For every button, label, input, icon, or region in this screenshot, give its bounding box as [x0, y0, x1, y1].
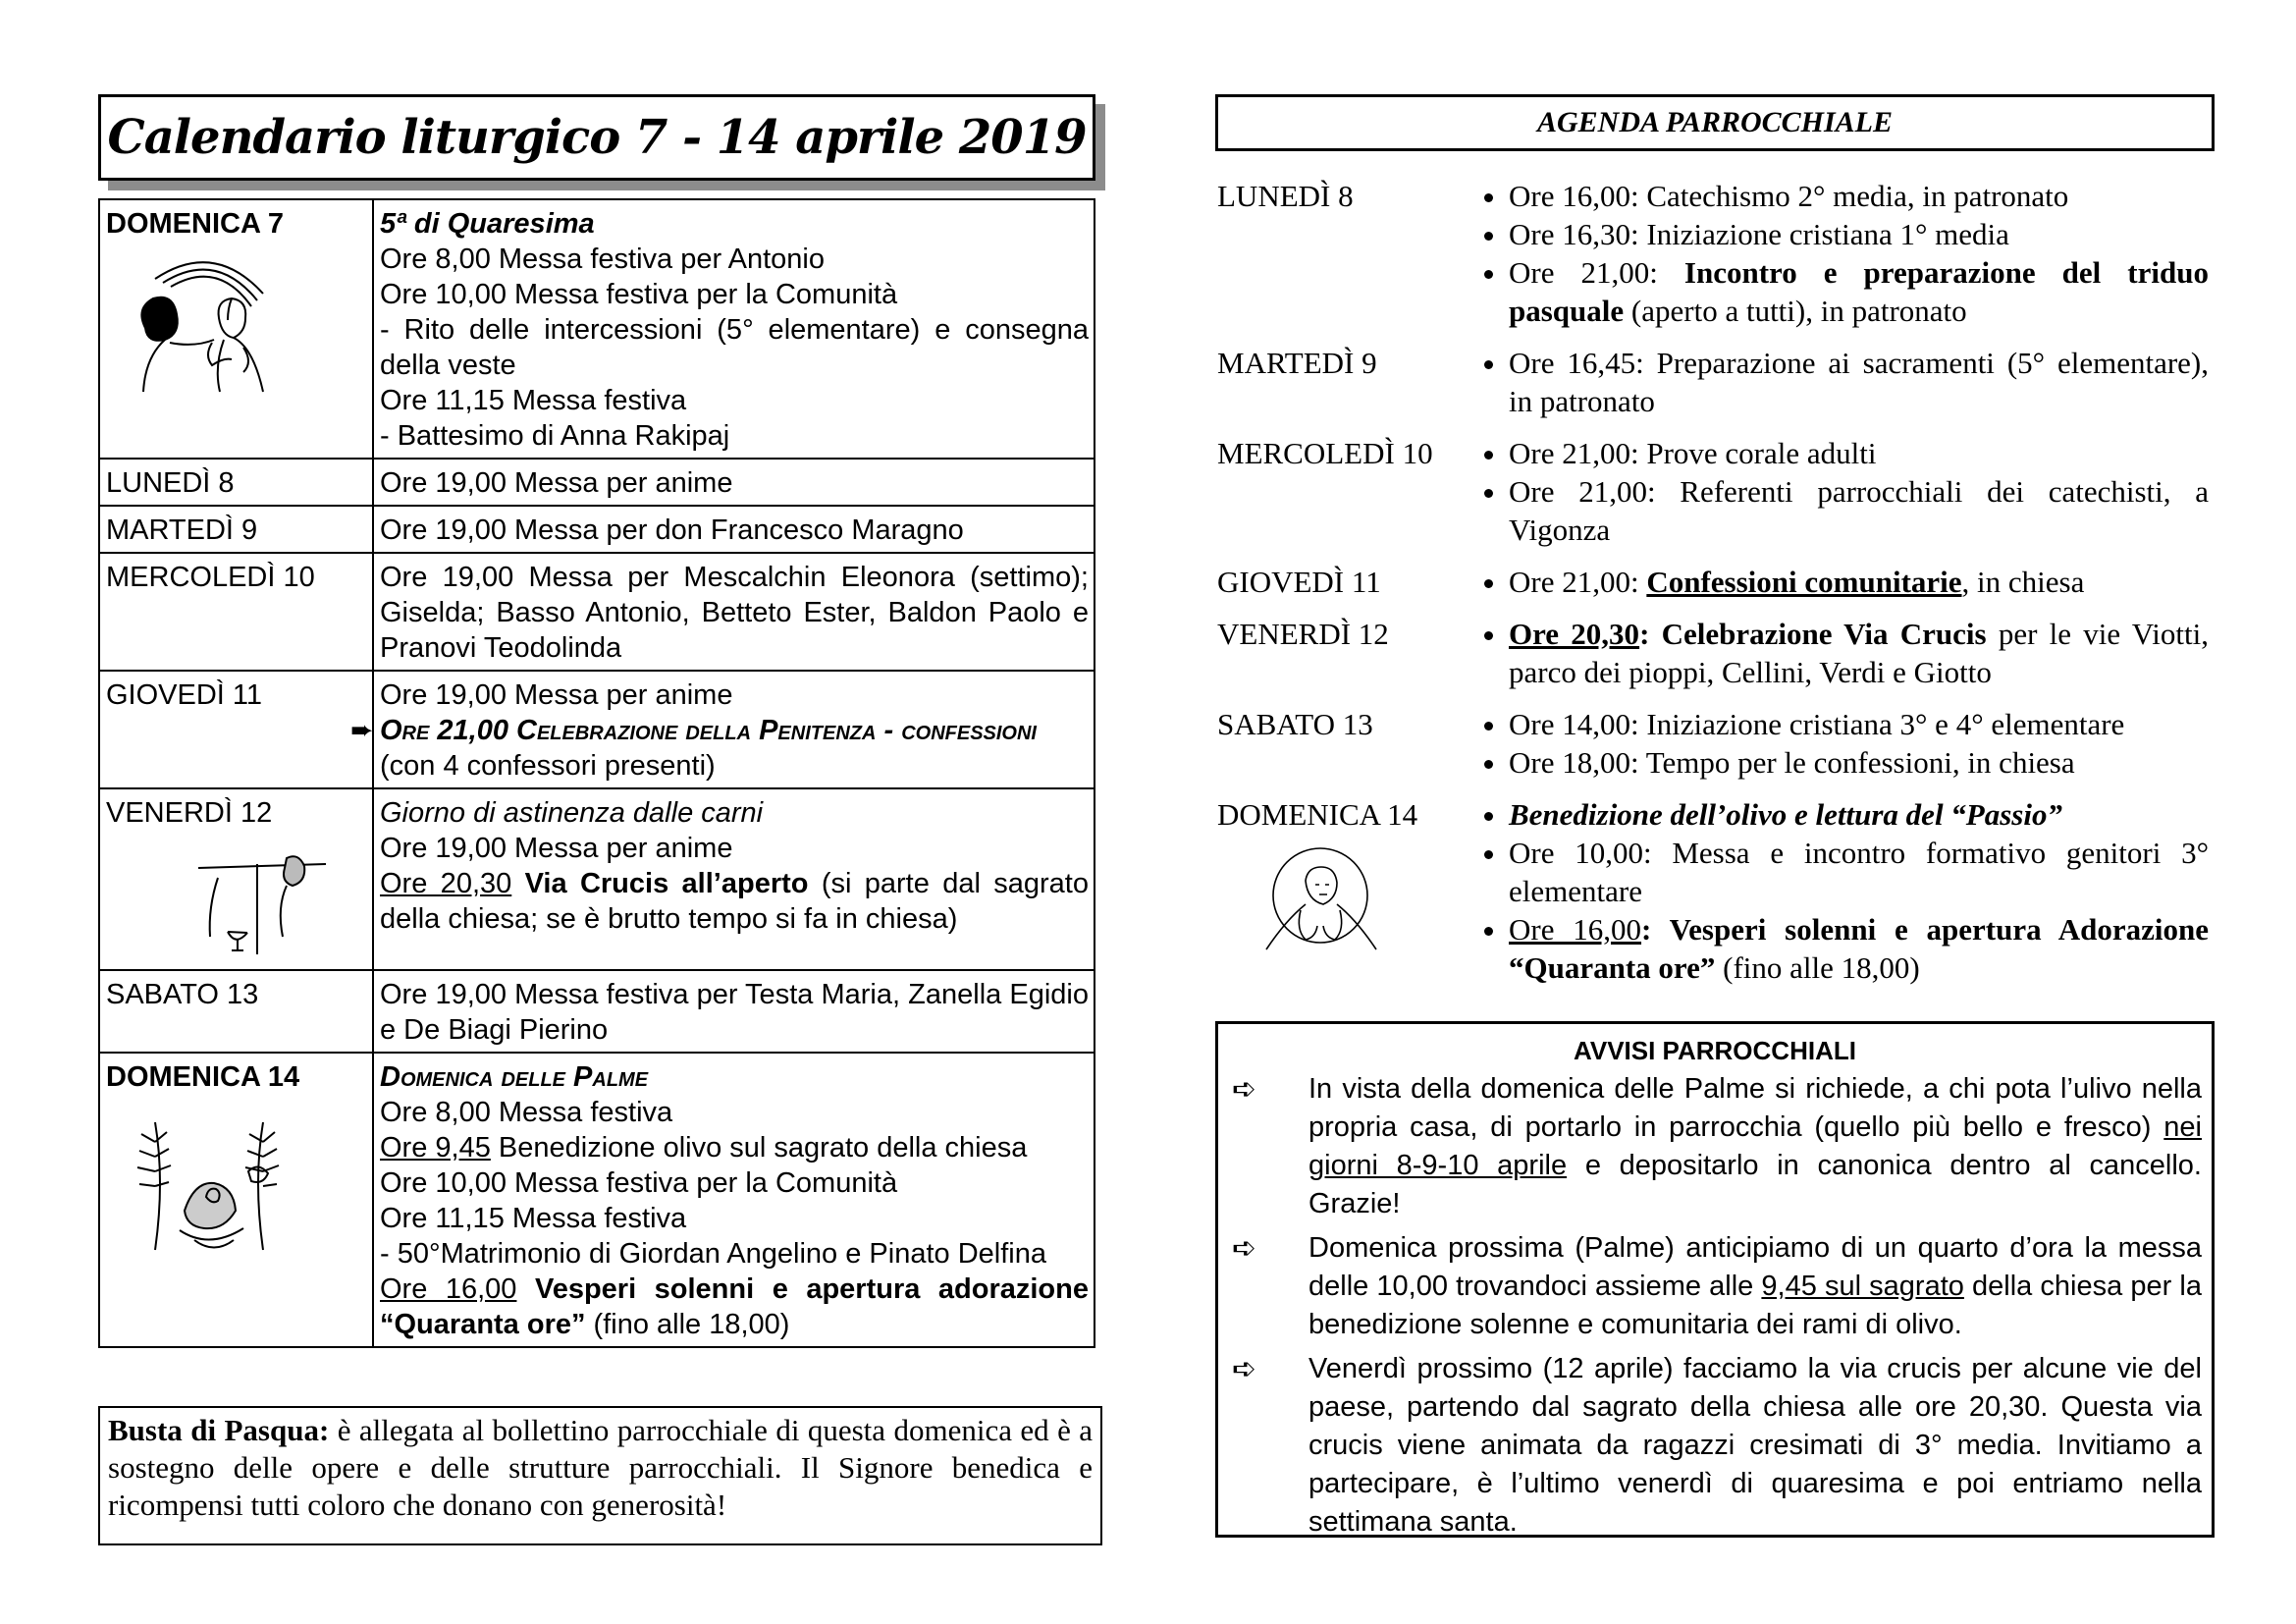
avviso-text-segment: Venerdì prossimo (12 aprile) facciamo la via crucis per alcune vie del paese, partendo dal sagrato della chiesa alle ore 20,30. Questa via crucis viene animata da ragazzi cresimati di 3° media. Invitiamo a partecipare, è l’ultimo venerdì di quaresima e poi entriamo nella settimana santa.: [1308, 1353, 2202, 1538]
agenda-item-text: Ore 21,00:: [1509, 565, 1647, 599]
event-text: Ore 11,15 Messa festiva: [380, 1203, 687, 1234]
calendar-row: [99, 199, 1095, 459]
calendar-events-cell: [373, 970, 1095, 1053]
agenda-item: [1509, 910, 2209, 987]
agenda-items: [1458, 795, 2209, 987]
calendar-day-cell: [99, 506, 373, 553]
agenda-day-label: DOMENICA 14: [1217, 797, 1418, 832]
agenda-item-text: Ore 21,00: Referenti parrocchiali dei catechisti, a Vigonza: [1509, 474, 2209, 547]
calendar-event-line: [380, 242, 1089, 277]
agenda-item: [1509, 177, 2209, 215]
agenda-item-text: Confessioni comunitarie: [1646, 565, 1962, 599]
agenda-item: [1509, 215, 2209, 253]
event-text: Ore 19,00 Messa per anime: [380, 679, 733, 711]
calendar-row: [99, 553, 1095, 671]
calendar-events-cell: [373, 506, 1095, 553]
calendar-day-label: VENERDÌ 12: [106, 797, 273, 829]
event-text: Ore 19,00 Messa festiva per Testa Maria, Zanella Egidio e De Biagi Pierino: [380, 979, 1089, 1046]
event-time: Ore 9,45: [380, 1132, 491, 1164]
calendar-title-box: [98, 94, 1095, 181]
calendar-day-label: MERCOLEDÌ 10: [106, 562, 315, 593]
agenda-item-text: Ore 14,00: Iniziazione cristiana 3° e 4° elementare: [1509, 707, 2125, 741]
event-text: Ore 8,00 Messa festiva per Antonio: [380, 244, 825, 275]
event-text: Benedizione olivo sul sagrato della chiesa: [490, 1132, 1028, 1164]
calendar-event-line: [380, 1059, 1089, 1095]
busta-text: è allegata al bollettino parrocchiale di questa domenica ed è a sostegno delle opere e delle strutture parrocchiali. Il Signore benedica e ricompensi tutti coloro che donano con generosità!: [108, 1413, 1094, 1522]
calendar-event-line: [380, 312, 1089, 383]
avvisi-title: AVVISI PARROCCHIALI: [1574, 1036, 1856, 1065]
event-text: Ore 10,00 Messa festiva per la Comunità: [380, 279, 898, 310]
event-text: Ore 21,00 Celebrazione della Penitenza - confessioni: [380, 715, 1037, 746]
event-text: Ore 10,00 Messa festiva per la Comunità: [380, 1167, 898, 1199]
agenda-item-text: Ore 16,00: Catechismo 2° media, in patronato: [1509, 179, 2069, 213]
agenda-item-text: Ore 21,00:: [1509, 255, 1684, 290]
event-text: Ore 19,00 Messa per anime: [380, 833, 733, 864]
calendar-title: Calendario liturgico 7 - 14 aprile 2019: [107, 110, 1087, 165]
agenda-row: [1217, 177, 2209, 330]
calendar-event-line: [380, 513, 1089, 548]
avvisi-box: [1215, 1021, 2215, 1538]
event-text: Ore 19,00 Messa per Mescalchin Eleonora (settimo); Giselda; Basso Antonio, Betteto Ester, Baldon Paolo e Pranovi Teodolinda: [380, 562, 1089, 664]
agenda-item-text: Ore 16,00: [1509, 912, 1642, 947]
agenda-item-text: Ore 18,00: Tempo per le confessioni, in chiesa: [1509, 745, 2075, 780]
agenda-items: [1458, 177, 2209, 330]
agenda-title: AGENDA PARROCCHIALE: [1536, 106, 1894, 138]
calendar-event-line: [380, 277, 1089, 312]
calendar-event-line: [380, 206, 1089, 242]
calendar-table: [98, 198, 1095, 1348]
agenda-day-label: MARTEDÌ 9: [1217, 346, 1377, 380]
avviso-text-segment: della chiesa per la benedizione solenne e comunitaria dei rami di olivo.: [1308, 1271, 2202, 1340]
calendar-event-line: [350, 713, 1089, 748]
agenda-items: [1458, 344, 2209, 420]
agenda-title-box: [1215, 94, 2215, 151]
agenda-day-cell: [1217, 344, 1458, 420]
jesus-woman-illustration: [106, 249, 367, 406]
event-text: (fino alle 18,00): [585, 1309, 790, 1340]
event-time: Ore 16,00: [380, 1273, 517, 1305]
calendar-day-label: SABATO 13: [106, 979, 259, 1010]
avviso-text-segment: In vista della domenica delle Palme si richiede, a chi pota l’ulivo nella propria casa, di portarlo in parrocchia (quello più bello e fresco): [1308, 1073, 2202, 1143]
event-time: Ore 20,30: [380, 868, 512, 899]
event-text: Ore 8,00 Messa festiva: [380, 1097, 673, 1128]
avviso-text-segment: 9,45 sul sagrato: [1761, 1271, 1964, 1302]
avviso-item: [1224, 1070, 2206, 1223]
calendar-day-cell: [99, 671, 373, 788]
hollow-arrow-icon: ➪: [1232, 1353, 1257, 1385]
event-text: (si parte dal sagrato della chiesa; se è brutto tempo si fa in chiesa): [380, 868, 1089, 935]
avviso-text: [1308, 1350, 2206, 1542]
agenda-item: [1509, 834, 2209, 910]
calendar-row: [99, 506, 1095, 553]
calendar-row: [99, 788, 1095, 970]
event-text: Giorno di astinenza dalle carni: [380, 797, 764, 829]
agenda-item: [1509, 472, 2209, 549]
agenda-items: [1458, 563, 2209, 601]
agenda-row: [1217, 434, 2209, 549]
event-text: Domenica delle Palme: [380, 1061, 649, 1093]
agenda-item-text: (fino alle 18,00): [1715, 950, 1920, 985]
busta-label: Busta di Pasqua:: [108, 1413, 330, 1447]
calendar-events-cell: [373, 199, 1095, 459]
calendar-events-cell: [373, 788, 1095, 970]
calendar-event-line: [380, 795, 1089, 831]
event-text: Ore 19,00 Messa per don Francesco Maragno: [380, 514, 964, 546]
calendar-row: [99, 459, 1095, 506]
agenda-items: [1458, 434, 2209, 549]
calendar-event-line: [380, 1165, 1089, 1201]
palm-sunday-illustration: [106, 1103, 367, 1269]
calendar-event-line: [380, 866, 1089, 937]
agenda-row: [1217, 705, 2209, 782]
calendar-day-cell: [99, 553, 373, 671]
calendar-event-line: [380, 831, 1089, 866]
crucifix-illustration: [106, 839, 367, 965]
calendar-day-label: LUNEDÌ 8: [106, 467, 235, 499]
agenda-item-text: Incontro e preparazione del triduo pasquale: [1509, 255, 2209, 328]
agenda-item-text: Ore 20,30: [1509, 617, 1640, 651]
agenda-row: [1217, 563, 2209, 601]
agenda-item: [1509, 434, 2209, 472]
calendar-day-label: DOMENICA 14: [106, 1061, 300, 1093]
calendar-events-cell: [373, 553, 1095, 671]
calendar-event-line: [380, 1272, 1089, 1342]
event-title: Via Crucis all’aperto: [511, 868, 809, 899]
agenda-item-text: Ore 10,00: Messa e incontro formativo genitori 3° elementare: [1509, 836, 2209, 908]
avviso-item: [1224, 1229, 2206, 1344]
arrow-right-icon: ➨: [350, 715, 374, 745]
agenda-item: [1509, 705, 2209, 743]
agenda-items: [1458, 705, 2209, 782]
agenda-item: [1509, 563, 2209, 601]
calendar-event-line: [380, 977, 1089, 1048]
event-text: - Battesimo di Anna Rakipaj: [380, 420, 730, 452]
agenda-item: [1509, 344, 2209, 420]
event-title: Vesperi solenni e apertura adorazione “Quaranta ore”: [380, 1273, 1089, 1340]
agenda-row: [1217, 344, 2209, 420]
calendar-day-cell: [99, 970, 373, 1053]
calendar-day-label: GIOVEDÌ 11: [106, 679, 263, 711]
event-text: - 50°Matrimonio di Giordan Angelino e Pinato Delfina: [380, 1238, 1046, 1270]
agenda-day-cell: [1217, 434, 1458, 549]
calendar-day-cell: [99, 199, 373, 459]
calendar-day-label: DOMENICA 7: [106, 208, 284, 240]
agenda-list: [1217, 177, 2209, 1001]
calendar-events-cell: [373, 1053, 1095, 1347]
calendar-day-cell: [99, 788, 373, 970]
calendar-row: [99, 671, 1095, 788]
agenda-item: [1509, 253, 2209, 330]
avviso-text-segment: nei giorni 8-9-10 aprile: [1308, 1111, 2202, 1181]
calendar-event-line: [380, 1236, 1089, 1272]
agenda-day-label: VENERDÌ 12: [1217, 617, 1389, 651]
event-text: Ore 11,15 Messa festiva: [380, 385, 687, 416]
agenda-day-cell: [1217, 615, 1458, 691]
busta-di-pasqua-box: [98, 1406, 1102, 1545]
agenda-day-label: MERCOLEDÌ 10: [1217, 436, 1433, 470]
agenda-items: [1458, 615, 2209, 691]
agenda-day-label: LUNEDÌ 8: [1217, 179, 1354, 213]
agenda-day-cell: [1217, 563, 1458, 601]
event-text: - Rito delle intercessioni (5° elementare) e consegna della veste: [380, 314, 1089, 381]
calendar-events-cell: [350, 671, 1095, 788]
avviso-text: [1308, 1229, 2206, 1344]
agenda-item-text: per le vie Viotti, parco dei pioppi, Cellini, Verdi e Giotto: [1509, 617, 2210, 689]
agenda-day-cell: [1217, 795, 1458, 987]
calendar-event-line: [380, 383, 1089, 418]
calendar-event-line: [380, 677, 1089, 713]
avviso-text: [1308, 1070, 2206, 1223]
calendar-events-cell: [373, 459, 1095, 506]
calendar-day-cell: [99, 1053, 373, 1347]
calendar-row: [99, 1053, 1095, 1347]
event-text: (con 4 confessori presenti): [380, 750, 716, 782]
calendar-day-label: MARTEDÌ 9: [106, 514, 258, 546]
agenda-day-label: GIOVEDÌ 11: [1217, 565, 1381, 599]
host-hands-illustration: [1217, 841, 1458, 968]
calendar-row: [99, 970, 1095, 1053]
agenda-item: [1509, 615, 2209, 691]
hollow-arrow-icon: ➪: [1232, 1232, 1257, 1265]
calendar-event-line: [380, 1130, 1089, 1165]
calendar-event-line: [380, 748, 1089, 784]
avviso-item: [1224, 1350, 2206, 1542]
agenda-item: [1509, 743, 2209, 782]
agenda-row: [1217, 615, 2209, 691]
agenda-day-label: SABATO 13: [1217, 707, 1373, 741]
avviso-text-segment: Domenica prossima (Palme) anticipiamo di un quarto d’ora la messa delle 10,00 trovandoci assieme alle: [1308, 1232, 2202, 1302]
calendar-event-line: [380, 1095, 1089, 1130]
avvisi-list: [1218, 1070, 2212, 1542]
agenda-item-text: Ore 16,30: Iniziazione cristiana 1° media: [1509, 217, 2009, 251]
calendar-event-line: [380, 1201, 1089, 1236]
agenda-item-text: Ore 21,00: Prove corale adulti: [1509, 436, 1877, 470]
agenda-day-cell: [1217, 177, 1458, 330]
avviso-text-segment: e depositarlo in canonica dentro al cancello. Grazie!: [1308, 1150, 2202, 1219]
agenda-item: [1509, 795, 2209, 834]
calendar-event-line: [380, 418, 1089, 454]
agenda-day-cell: [1217, 705, 1458, 782]
event-text: Ore 19,00 Messa per anime: [380, 467, 733, 499]
calendar-event-line: [380, 560, 1089, 666]
event-text: 5ª di Quaresima: [380, 208, 595, 240]
agenda-item-text: (aperto a tutti), in patronato: [1624, 294, 1967, 328]
agenda-row: [1217, 795, 2209, 987]
agenda-item-text: Benedizione dell’olivo e lettura del “Passio”: [1509, 797, 2062, 832]
agenda-item-text: : Vesperi solenni e apertura Adorazione “Quaranta ore”: [1509, 912, 2209, 985]
hollow-arrow-icon: ➪: [1232, 1073, 1257, 1106]
calendar-event-line: [380, 465, 1089, 501]
agenda-item-text: Ore 16,45: Preparazione ai sacramenti (5° elementare), in patronato: [1509, 346, 2209, 418]
agenda-item-text: : Celebrazione Via Crucis: [1639, 617, 1987, 651]
agenda-item-text: , in chiesa: [1961, 565, 2085, 599]
calendar-day-cell: [99, 459, 373, 506]
